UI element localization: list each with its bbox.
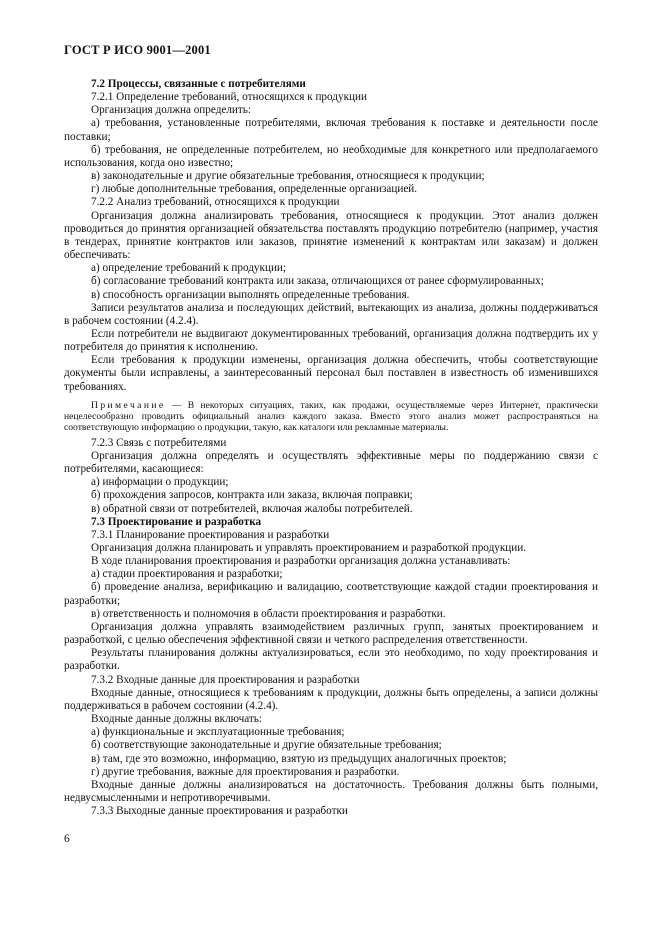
list-item: в) способность организации выполнять определенные требования. xyxy=(91,288,410,301)
paragraph: Записи результатов анализа и последующих действий, вытекающих из анализа, должны поддерживаться в рабочем состоянии (4.2.4). xyxy=(64,301,598,327)
page-number: 6 xyxy=(64,833,70,845)
list-item: в) обратной связи от потребителей, включая жалобы потребителей. xyxy=(91,502,413,515)
paragraph: Организация должна управлять взаимодействием различных групп, занятых проектированием и разработкой, с целью обеспечения эффективной связи и четкого распределения ответственности. xyxy=(64,620,598,647)
list-item: в) законодательные и другие обязательные требования, относящиеся к продукции; xyxy=(91,170,485,183)
paragraph: Если потребители не выдвигают документированных требований, организация должна подтвердить их у потребителя до принятия к исполнению. xyxy=(64,327,598,354)
subsection-heading: 7.2.1 Определение требований, относящихся к продукции xyxy=(91,91,367,104)
list-item: б) проведение анализа, верификацию и валидацию, соответствующие каждой стадии проектирования и разработки; xyxy=(64,581,598,607)
paragraph: Результаты планирования должны актуализироваться, если это необходимо, по ходу проектирования и разработки. xyxy=(64,647,598,673)
list-item: а) требования, установленные потребителями, включая требования к поставке и деятельности после поставки; xyxy=(64,117,598,143)
paragraph: Организация должна анализировать требования, относящиеся к продукции. Этот анализ должен проводиться до принятия организацией обязательства поставлять продукцию потребителю (например, участия в тендерах, принятие контрактов или заказов, принятие изменений к контрактам или заказам) и должен обеспечивать: xyxy=(64,209,598,262)
list-item: г) другие требования, важные для проектирования и разработки. xyxy=(91,765,400,778)
list-item: б) соответствующие законодательные и другие обязательные требования; xyxy=(91,739,442,752)
list-item: а) стадии проектирования и разработки; xyxy=(91,568,283,581)
paragraph: Входные данные должны включать: xyxy=(91,713,263,726)
paragraph: Если требования к продукции изменены, организация должна обеспечить, чтобы соответствующие документы были исправлены, а заинтересованный персонал был поставлен в известность об изменившихся требованиях. xyxy=(64,354,598,393)
list-item: а) определение требований к продукции; xyxy=(91,262,287,275)
subsection-heading: 7.3.3 Выходные данные проектирования и разработки xyxy=(91,805,348,818)
list-item: а) функциональные и эксплуатационные требования; xyxy=(91,726,345,739)
paragraph: Организация должна планировать и управлять проектированием и разработкой продукции. xyxy=(91,542,527,554)
section-heading: 7.3 Проектирование и разработка xyxy=(91,515,262,528)
subsection-heading: 7.2.3 Связь с потребителями xyxy=(91,436,227,449)
document-header: ГОСТ Р ИСО 9001—2001 xyxy=(64,43,211,57)
list-item: б) согласование требований контракта или заказа, отличающихся от ранее сформулированных; xyxy=(91,275,544,288)
subsection-heading: 7.3.1 Планирование проектирования и разработки xyxy=(91,528,330,541)
section-heading: 7.2 Процессы, связанные с потребителями xyxy=(91,78,306,90)
paragraph: Организация должна определить: xyxy=(91,104,252,117)
paragraph: Входные данные должны анализироваться на достаточность. Требования должны быть полными, недвусмысленными и непротиворечивыми. xyxy=(64,778,598,804)
list-item: б) прохождения запросов, контракта или заказа, включая поправки; xyxy=(91,489,413,502)
subsection-heading: 7.2.2 Анализ требований, относящихся к продукции xyxy=(91,196,340,209)
note-text: — В некоторых ситуациях, таких, как продажи, осуществляемые через Интернет, практически нецелесообразно проводить официальный анализ каждого заказа. Вместо этого анализ может распространяться на соответствующую информацию о продукции, такую, как каталоги или рекламные материалы. xyxy=(64,399,598,433)
subsection-heading: 7.3.2 Входные данные для проектирования и разработки xyxy=(91,673,360,686)
list-item: б) требования, не определенные потребителем, но необходимые для конкретного или предполагаемого использования, когда оно известно; xyxy=(64,143,598,169)
list-item: г) любые дополнительные требования, определенные организацией. xyxy=(91,183,418,196)
paragraph: Организация должна определять и осуществлять эффективные меры по поддержанию связи с потребителями, касающиеся: xyxy=(64,449,598,476)
note-label: Примечание xyxy=(91,399,166,411)
list-item: в) ответственность и полномочия в области проектирования и разработки. xyxy=(91,607,446,620)
paragraph: В ходе планирования проектирования и разработки организация должна устанавливать: xyxy=(91,555,511,568)
note xyxy=(64,400,598,433)
document-body xyxy=(64,78,598,818)
list-item: в) там, где это возможно, информацию, взятую из предыдущих аналогичных проектов; xyxy=(91,752,507,765)
list-item: а) информации о продукции; xyxy=(91,476,229,489)
paragraph: Входные данные, относящиеся к требованиям к продукции, должны быть определены, а записи должны поддерживаться в рабочем состоянии (4.2.4). xyxy=(64,686,598,712)
